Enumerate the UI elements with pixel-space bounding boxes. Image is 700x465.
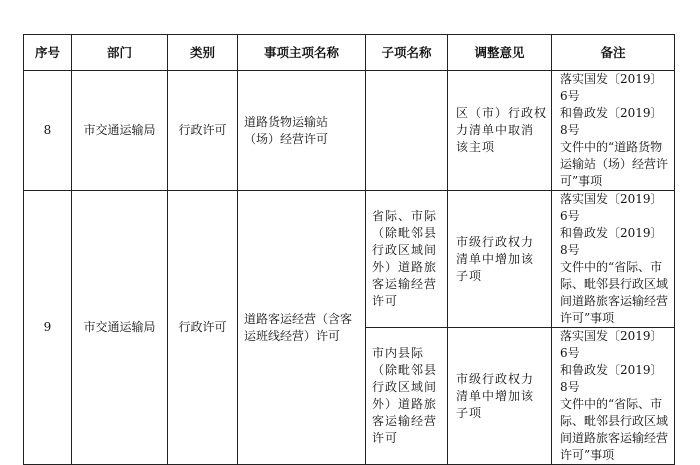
row-sub-item: 省际、市际 （除毗邻县 行政区域间 外）道路旅 客运输经营 许可	[366, 191, 448, 328]
row-main-item: 道路客运经营（含客 运班线经营）许可	[238, 191, 366, 465]
header-note: 备注	[552, 35, 675, 71]
header-adjustment: 调整意见	[448, 35, 552, 71]
row-category: 行政许可	[168, 191, 238, 465]
header-dept: 部门	[72, 35, 168, 71]
header-seq: 序号	[24, 35, 72, 71]
row-adjustment: 市级行政权力 清单中增加该 子项	[448, 191, 552, 328]
table-row	[24, 191, 675, 328]
row-note: 落实国发〔2019〕6号 和鲁政发〔2019〕8号 文件中的“省际、市 际、毗邻县行政区域 间道路旅客运输经营 许可”事项	[552, 328, 675, 465]
header-row	[24, 35, 675, 71]
header-sub-item: 子项名称	[366, 35, 448, 71]
header-main-item: 事项主项名称	[238, 35, 366, 71]
row-seq: 9	[24, 191, 72, 465]
row-sub-item	[366, 71, 448, 191]
power-list-table	[23, 34, 675, 465]
row-adjustment: 区（市）行政权 力清单中取消 该主项	[448, 71, 552, 191]
row-adjustment: 市级行政权力 清单中增加该 子项	[448, 328, 552, 465]
table-row	[24, 71, 675, 191]
row-main-item: 道路货物运输站 （场）经营许可	[238, 71, 366, 191]
row-sub-item: 市内县际 （除毗邻县 行政区域间 外）道路旅 客运输经营 许可	[366, 328, 448, 465]
row-seq: 8	[24, 71, 72, 191]
row-note: 落实国发〔2019〕6号 和鲁政发〔2019〕8号 文件中的“省际、市 际、毗邻县行政区域 间道路旅客运输经营 许可”事项	[552, 191, 675, 328]
row-dept: 市交通运输局	[72, 71, 168, 191]
row-category: 行政许可	[168, 71, 238, 191]
row-dept: 市交通运输局	[72, 191, 168, 465]
row-note: 落实国发〔2019〕6号 和鲁政发〔2019〕8号 文件中的“道路货物 运输站（场）经营许 可”事项	[552, 71, 675, 191]
header-category: 类别	[168, 35, 238, 71]
